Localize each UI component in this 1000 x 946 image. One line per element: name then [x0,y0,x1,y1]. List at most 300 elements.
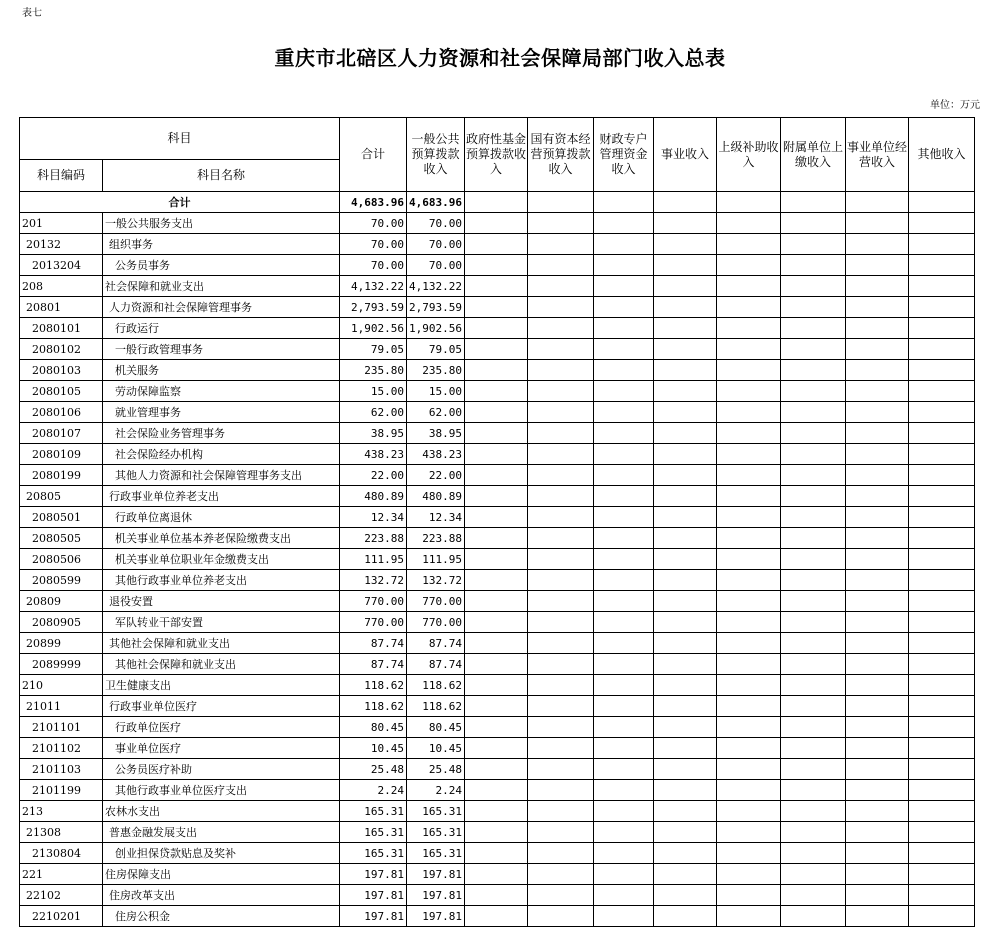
empty-cell [781,654,846,675]
row-total: 15.00 [340,381,407,402]
row-total: 79.05 [340,339,407,360]
empty-cell [528,696,594,717]
empty-cell [909,906,975,927]
table-number-tag: 表七 [22,8,42,19]
empty-cell [909,486,975,507]
empty-cell [528,360,594,381]
empty-cell [594,612,654,633]
empty-cell [465,633,528,654]
table-row [20,738,975,759]
row-total: 70.00 [340,213,407,234]
empty-cell [781,633,846,654]
header-business-income: 事业收入 [654,118,717,192]
empty-cell [654,822,717,843]
empty-cell [654,906,717,927]
empty-cell [465,318,528,339]
empty-cell [594,486,654,507]
row-general-budget: 118.62 [407,696,465,717]
empty-cell [528,843,594,864]
empty-cell [717,297,781,318]
row-total: 2.24 [340,780,407,801]
empty-cell [594,780,654,801]
row-code: 2101103 [20,759,103,780]
header-fiscal-special: 财政专户管理资金收入 [594,118,654,192]
empty-cell [846,465,909,486]
row-code: 2080599 [20,570,103,591]
header-code: 科目编码 [20,160,103,192]
table-row [20,318,975,339]
empty-cell [717,906,781,927]
empty-cell [717,402,781,423]
empty-cell [909,591,975,612]
empty-cell [594,738,654,759]
empty-cell [594,675,654,696]
empty-cell [717,843,781,864]
empty-cell [465,612,528,633]
empty-cell [781,423,846,444]
empty-cell [846,444,909,465]
empty-cell [846,486,909,507]
empty-cell [594,633,654,654]
empty-cell [465,570,528,591]
table-row [20,717,975,738]
row-code: 2080103 [20,360,103,381]
empty-cell [465,864,528,885]
row-total: 165.31 [340,843,407,864]
empty-cell [717,864,781,885]
empty-cell [717,339,781,360]
empty-cell [654,339,717,360]
empty-cell [528,339,594,360]
row-name: 机关事业单位职业年金缴费支出 [103,549,340,570]
empty-cell [781,234,846,255]
empty-cell [528,738,594,759]
empty-cell [465,213,528,234]
table-row [20,255,975,276]
row-code: 2130804 [20,843,103,864]
table-row [20,633,975,654]
empty-cell [909,612,975,633]
unit-label: 单位：万元 [930,100,980,111]
empty-cell [717,528,781,549]
row-code: 2080101 [20,318,103,339]
table-row [20,822,975,843]
empty-cell [846,633,909,654]
row-name: 机关服务 [103,360,340,381]
row-name: 就业管理事务 [103,402,340,423]
table-row [20,759,975,780]
empty-cell [846,276,909,297]
empty-cell [654,738,717,759]
table-row [20,381,975,402]
row-general-budget: 118.62 [407,675,465,696]
empty-cell [909,549,975,570]
summary-row [20,192,975,213]
empty-cell [465,297,528,318]
row-total: 770.00 [340,612,407,633]
empty-cell [717,570,781,591]
empty-cell [594,276,654,297]
table-row [20,612,975,633]
row-name: 普惠金融发展支出 [103,822,340,843]
row-total: 165.31 [340,822,407,843]
empty-cell [465,360,528,381]
empty-cell [846,717,909,738]
empty-cell [909,885,975,906]
row-total: 770.00 [340,591,407,612]
summary-label: 合计 [20,192,340,213]
row-general-budget: 70.00 [407,255,465,276]
table-row [20,570,975,591]
row-total: 62.00 [340,402,407,423]
row-code: 2080107 [20,423,103,444]
row-total: 70.00 [340,234,407,255]
row-general-budget: 197.81 [407,906,465,927]
empty-cell [717,654,781,675]
empty-cell [528,528,594,549]
empty-cell [846,507,909,528]
row-name: 一般公共服务支出 [103,213,340,234]
empty-cell [846,423,909,444]
empty-cell [654,885,717,906]
empty-cell [528,801,594,822]
empty-cell [465,591,528,612]
empty-cell [717,780,781,801]
empty-cell [465,885,528,906]
empty-cell [465,906,528,927]
empty-cell [717,507,781,528]
empty-cell [654,801,717,822]
empty-cell [594,654,654,675]
empty-cell [594,906,654,927]
row-name: 机关事业单位基本养老保险缴费支出 [103,528,340,549]
row-name: 其他行政事业单位医疗支出 [103,780,340,801]
empty-cell [594,717,654,738]
table-row [20,486,975,507]
table-row [20,843,975,864]
table-row [20,696,975,717]
empty-cell [594,465,654,486]
empty-cell [465,402,528,423]
table-row [20,402,975,423]
empty-cell [717,549,781,570]
empty-cell [846,255,909,276]
empty-cell [717,444,781,465]
row-code: 210 [20,675,103,696]
row-general-budget: 12.34 [407,507,465,528]
empty-cell [717,213,781,234]
summary-total: 4,683.96 [340,192,407,213]
row-name: 行政运行 [103,318,340,339]
empty-cell [781,717,846,738]
row-total: 87.74 [340,654,407,675]
row-total: 4,132.22 [340,276,407,297]
empty-cell [781,528,846,549]
row-code: 20899 [20,633,103,654]
row-total: 235.80 [340,360,407,381]
empty-cell [717,717,781,738]
empty-cell [594,444,654,465]
empty-cell [717,612,781,633]
empty-cell [909,360,975,381]
row-total: 111.95 [340,549,407,570]
empty-cell [594,423,654,444]
empty-cell [465,738,528,759]
empty-cell [594,528,654,549]
row-general-budget: 770.00 [407,612,465,633]
empty-cell [781,465,846,486]
row-code: 2080501 [20,507,103,528]
table-row [20,864,975,885]
header-state-capital: 国有资本经营预算拨款收入 [528,118,594,192]
empty-cell [846,675,909,696]
row-name: 住房公积金 [103,906,340,927]
empty-cell [781,570,846,591]
empty-cell [846,339,909,360]
empty-cell [528,759,594,780]
header-other-income: 其他收入 [909,118,975,192]
row-general-budget: 223.88 [407,528,465,549]
empty-cell [594,843,654,864]
row-code: 208 [20,276,103,297]
empty-cell [909,276,975,297]
empty-cell [909,633,975,654]
empty-cell [528,654,594,675]
empty-cell [909,528,975,549]
empty-cell [594,864,654,885]
empty-cell [717,276,781,297]
header-gov-fund: 政府性基金预算拨款收入 [465,118,528,192]
row-general-budget: 87.74 [407,633,465,654]
row-total: 22.00 [340,465,407,486]
table-row [20,276,975,297]
empty-cell [846,759,909,780]
empty-cell [717,255,781,276]
row-name: 其他人力资源和社会保障管理事务支出 [103,465,340,486]
row-total: 197.81 [340,864,407,885]
empty-cell [909,318,975,339]
empty-cell [465,696,528,717]
empty-cell [781,339,846,360]
row-total: 25.48 [340,759,407,780]
empty-cell [528,612,594,633]
row-general-budget: 235.80 [407,360,465,381]
empty-cell [909,738,975,759]
empty-cell [465,717,528,738]
row-general-budget: 79.05 [407,339,465,360]
empty-cell [717,360,781,381]
empty-cell [654,612,717,633]
empty-cell [909,717,975,738]
empty-cell [781,843,846,864]
row-general-budget: 111.95 [407,549,465,570]
row-general-budget: 10.45 [407,738,465,759]
empty-cell [909,507,975,528]
empty-cell [909,801,975,822]
empty-cell [909,213,975,234]
empty-cell [654,717,717,738]
empty-cell [594,381,654,402]
empty-cell [654,528,717,549]
row-general-budget: 132.72 [407,570,465,591]
empty-cell [781,297,846,318]
header-general-budget: 一般公共预算拨款收入 [407,118,465,192]
empty-cell [654,423,717,444]
empty-cell [846,864,909,885]
row-code: 2101102 [20,738,103,759]
empty-cell [594,360,654,381]
empty-cell [781,444,846,465]
empty-cell [465,339,528,360]
empty-cell [717,381,781,402]
empty-cell [717,885,781,906]
empty-cell [528,318,594,339]
empty-cell [846,381,909,402]
empty-cell [654,234,717,255]
empty-cell [846,843,909,864]
row-total: 165.31 [340,801,407,822]
row-name: 人力资源和社会保障管理事务 [103,297,340,318]
empty-cell [909,675,975,696]
row-name: 其他社会保障和就业支出 [103,654,340,675]
row-name: 农林水支出 [103,801,340,822]
row-total: 223.88 [340,528,407,549]
empty-cell [528,213,594,234]
empty-cell [654,276,717,297]
row-name: 事业单位医疗 [103,738,340,759]
empty-cell [654,654,717,675]
row-name: 行政单位医疗 [103,717,340,738]
empty-cell [465,780,528,801]
empty-cell [846,696,909,717]
empty-cell [528,570,594,591]
empty-cell [654,675,717,696]
empty-cell [465,255,528,276]
page-title: 重庆市北碚区人力资源和社会保障局部门收入总表 [274,46,726,70]
empty-cell [465,759,528,780]
empty-cell [781,402,846,423]
row-total: 80.45 [340,717,407,738]
row-code: 2080102 [20,339,103,360]
empty-cell [528,507,594,528]
summary-general-budget: 4,683.96 [407,192,465,213]
empty-cell [654,444,717,465]
empty-cell [654,759,717,780]
empty-cell [654,549,717,570]
table-row [20,507,975,528]
table-row [20,591,975,612]
row-name: 其他社会保障和就业支出 [103,633,340,654]
row-code: 20809 [20,591,103,612]
empty-cell [909,381,975,402]
row-total: 438.23 [340,444,407,465]
header-subject: 科目 [20,118,340,160]
row-name: 一般行政管理事务 [103,339,340,360]
empty-cell [781,738,846,759]
row-general-budget: 25.48 [407,759,465,780]
row-general-budget: 80.45 [407,717,465,738]
row-total: 118.62 [340,696,407,717]
empty-cell [846,906,909,927]
empty-cell [717,234,781,255]
row-total: 10.45 [340,738,407,759]
empty-cell [846,234,909,255]
empty-cell [528,717,594,738]
header-name: 科目名称 [103,160,340,192]
empty-cell [909,444,975,465]
row-code: 201 [20,213,103,234]
empty-cell [781,276,846,297]
empty-cell [846,213,909,234]
row-code: 2101199 [20,780,103,801]
empty-cell [594,255,654,276]
empty-cell [781,381,846,402]
empty-cell [528,465,594,486]
empty-cell [465,423,528,444]
row-code: 2080505 [20,528,103,549]
row-general-budget: 4,132.22 [407,276,465,297]
empty-cell [465,507,528,528]
row-name: 劳动保障监察 [103,381,340,402]
header-affiliated-turnover: 附属单位上缴收入 [781,118,846,192]
empty-cell [846,591,909,612]
empty-cell [465,528,528,549]
empty-cell [909,255,975,276]
empty-cell [781,885,846,906]
empty-cell [465,822,528,843]
row-code: 20805 [20,486,103,507]
row-general-budget: 70.00 [407,234,465,255]
row-general-budget: 197.81 [407,885,465,906]
empty-cell [528,402,594,423]
row-code: 2080109 [20,444,103,465]
empty-cell [465,843,528,864]
row-total: 118.62 [340,675,407,696]
empty-cell [594,696,654,717]
empty-cell [594,318,654,339]
empty-cell [781,213,846,234]
table-row [20,549,975,570]
row-code: 20801 [20,297,103,318]
row-general-budget: 480.89 [407,486,465,507]
row-name: 公务员事务 [103,255,340,276]
header-superior-subsidy: 上级补助收入 [717,118,781,192]
empty-cell [465,234,528,255]
empty-cell [654,297,717,318]
empty-cell [654,591,717,612]
row-general-budget: 2.24 [407,780,465,801]
empty-cell [909,297,975,318]
table-row [20,675,975,696]
empty-cell [781,759,846,780]
empty-cell [846,297,909,318]
row-total: 1,902.56 [340,318,407,339]
row-general-budget: 38.95 [407,423,465,444]
empty-cell [846,801,909,822]
empty-cell [594,570,654,591]
empty-cell [654,318,717,339]
empty-cell [846,360,909,381]
row-name: 住房保障支出 [103,864,340,885]
row-name: 退役安置 [103,591,340,612]
row-name: 社会保险经办机构 [103,444,340,465]
row-total: 480.89 [340,486,407,507]
row-name: 社会保险业务管理事务 [103,423,340,444]
empty-cell [846,402,909,423]
row-general-budget: 1,902.56 [407,318,465,339]
empty-cell [465,465,528,486]
empty-cell [909,759,975,780]
